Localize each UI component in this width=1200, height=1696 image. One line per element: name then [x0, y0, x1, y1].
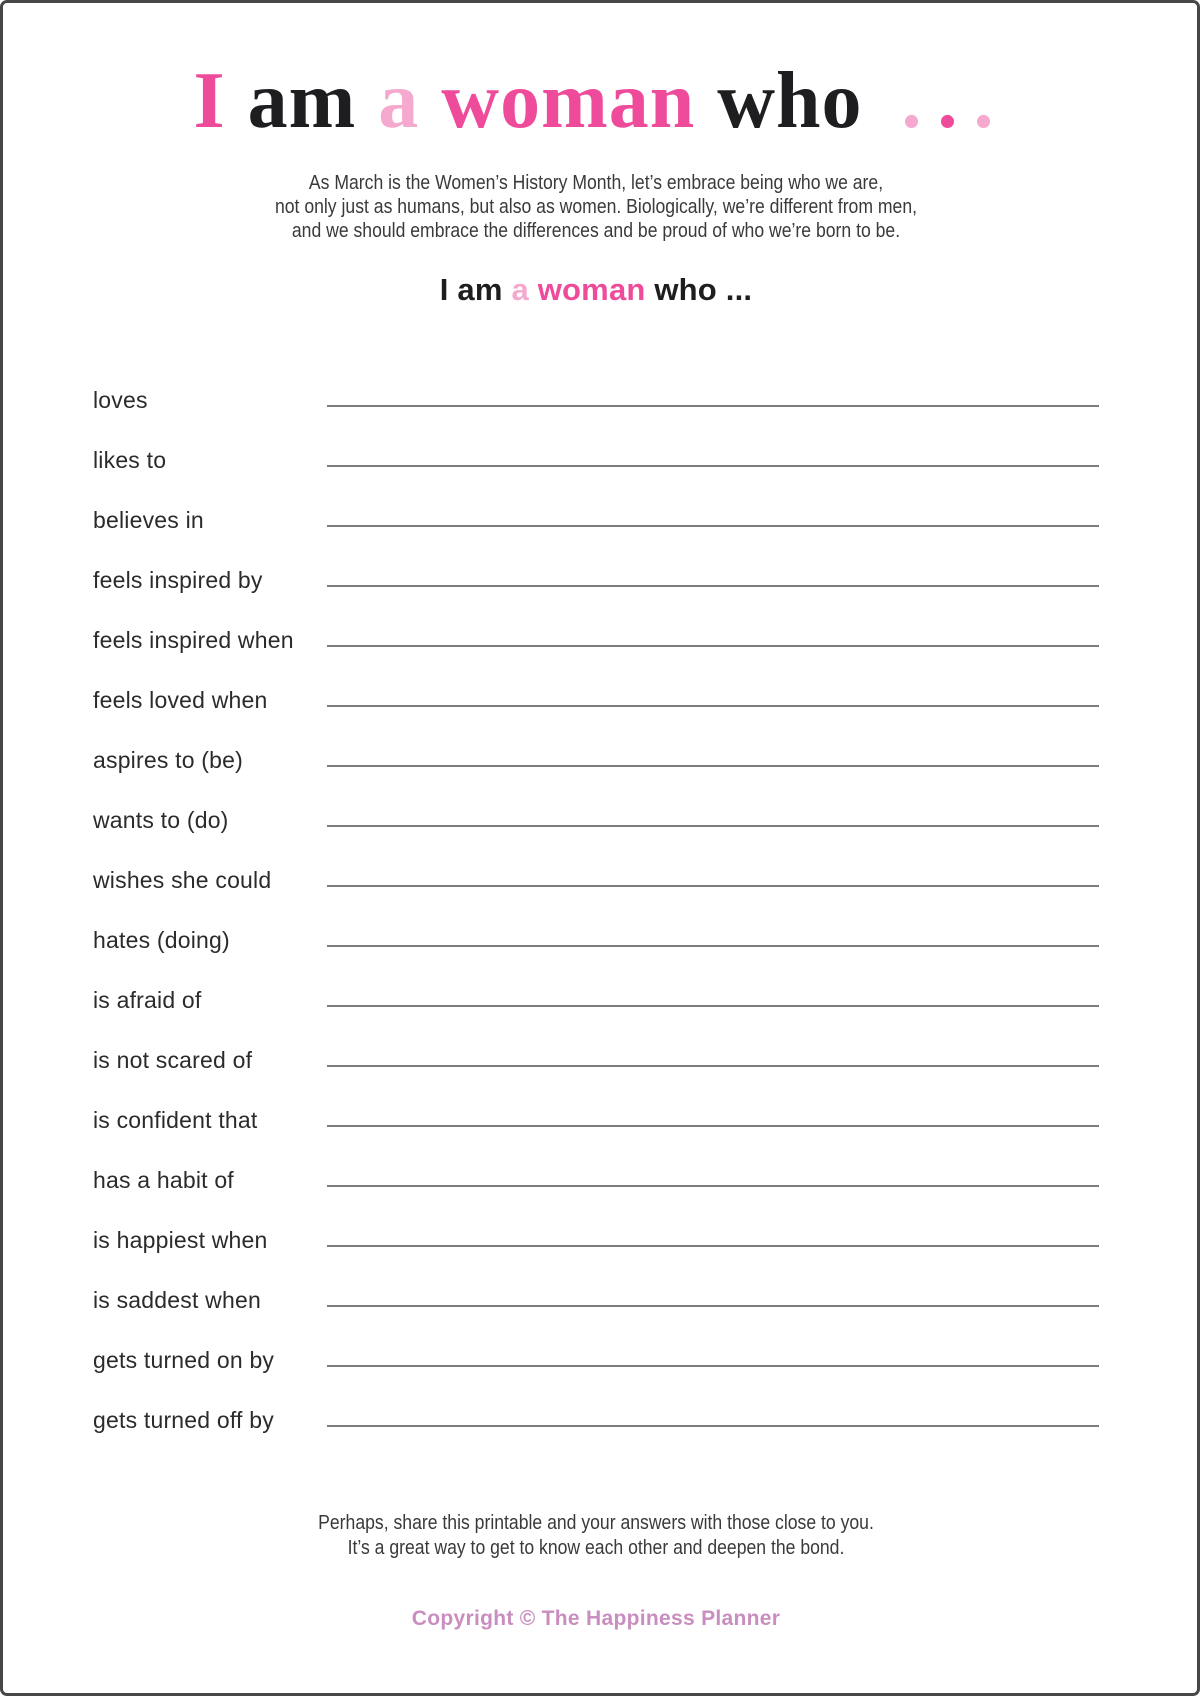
prompt-label: feels inspired by [93, 567, 263, 593]
subtitle-seg-i-am: I am [439, 272, 503, 307]
prompt-row [93, 773, 1099, 833]
prompt-label: aspires to (be) [93, 747, 244, 773]
prompt-row [93, 893, 1099, 953]
prompt-row [93, 713, 1099, 773]
prompt-label: wishes she could [93, 867, 272, 893]
answer-line[interactable] [327, 645, 1099, 647]
prompt-list [93, 353, 1099, 1433]
prompt-label: loves [93, 387, 148, 413]
prompt-row [93, 1073, 1099, 1133]
subtitle-seg-who-dots: who ... [654, 272, 753, 307]
prompt-row [93, 413, 1099, 473]
answer-line[interactable] [327, 825, 1099, 827]
intro-line-3: and we should embrace the differences and be proud of who we’re born to be. [291, 220, 901, 242]
prompt-label: feels loved when [93, 687, 268, 713]
prompt-label: is afraid of [93, 987, 202, 1013]
prompt-row [93, 1253, 1099, 1313]
footer-note [153, 1511, 1038, 1561]
prompt-label: believes in [93, 507, 204, 533]
answer-line[interactable] [327, 945, 1099, 947]
prompt-label: has a habit of [93, 1167, 234, 1193]
answer-line[interactable] [327, 1065, 1099, 1067]
answer-line[interactable] [327, 1245, 1099, 1247]
subtitle-seg-woman: woman [537, 272, 646, 307]
title-word-woman: woman [441, 57, 696, 145]
answer-line[interactable] [327, 885, 1099, 887]
answer-line[interactable] [327, 465, 1099, 467]
intro-line-2: not only just as humans, but also as women. Biologically, we’re different from men, [274, 196, 918, 218]
prompt-row [93, 473, 1099, 533]
ellipsis-dot-3: . [973, 57, 1010, 145]
answer-line[interactable] [327, 1005, 1099, 1007]
answer-line[interactable] [327, 1125, 1099, 1127]
prompt-label: feels inspired when [93, 627, 294, 653]
prompt-row [93, 1013, 1099, 1073]
ellipsis-dot-2: . [937, 57, 974, 145]
prompt-row [93, 1193, 1099, 1253]
prompt-row [93, 533, 1099, 593]
prompt-row [93, 593, 1099, 653]
ellipsis-dot-1: . [901, 57, 938, 145]
prompt-label: likes to [93, 447, 167, 473]
answer-line[interactable] [327, 705, 1099, 707]
prompt-label: wants to (do) [93, 807, 229, 833]
prompt-label: gets turned off by [93, 1407, 274, 1433]
answer-line[interactable] [327, 405, 1099, 407]
prompt-label: is confident that [93, 1107, 258, 1133]
answer-line[interactable] [327, 525, 1099, 527]
intro-line-1: As March is the Women’s History Month, let’s embrace being who we are, [308, 172, 884, 194]
prompt-row [93, 653, 1099, 713]
prompt-row [93, 833, 1099, 893]
answer-line[interactable] [327, 1185, 1099, 1187]
prompt-label: hates (doing) [93, 927, 230, 953]
title-word-am: am [247, 57, 357, 145]
answer-line[interactable] [327, 1305, 1099, 1307]
title-word-a: a [378, 57, 420, 145]
prompt-label: is not scared of [93, 1047, 253, 1073]
page-title [93, 55, 1099, 147]
prompt-row [93, 1313, 1099, 1373]
prompt-label: gets turned on by [93, 1347, 275, 1373]
footer-line-2: It’s a great way to get to know each other and deepen the bond. [347, 1537, 845, 1559]
title-word-i: I [193, 57, 226, 145]
section-subtitle [93, 273, 1099, 307]
subtitle-seg-a: a [511, 272, 529, 307]
prompt-label: is saddest when [93, 1287, 261, 1313]
answer-line[interactable] [327, 1425, 1099, 1427]
prompt-label: is happiest when [93, 1227, 268, 1253]
intro-paragraph [153, 171, 1038, 243]
answer-line[interactable] [327, 585, 1099, 587]
prompt-row [93, 353, 1099, 413]
answer-line[interactable] [327, 765, 1099, 767]
title-word-who: who [717, 57, 863, 145]
title-ellipsis [901, 57, 1009, 145]
footer-line-1: Perhaps, share this printable and your answers with those close to you. [318, 1512, 874, 1534]
answer-line[interactable] [327, 1365, 1099, 1367]
prompt-row [93, 953, 1099, 1013]
copyright-text: Copyright © The Happiness Planner [411, 1607, 781, 1630]
prompt-row [93, 1373, 1099, 1433]
prompt-row [93, 1133, 1099, 1193]
